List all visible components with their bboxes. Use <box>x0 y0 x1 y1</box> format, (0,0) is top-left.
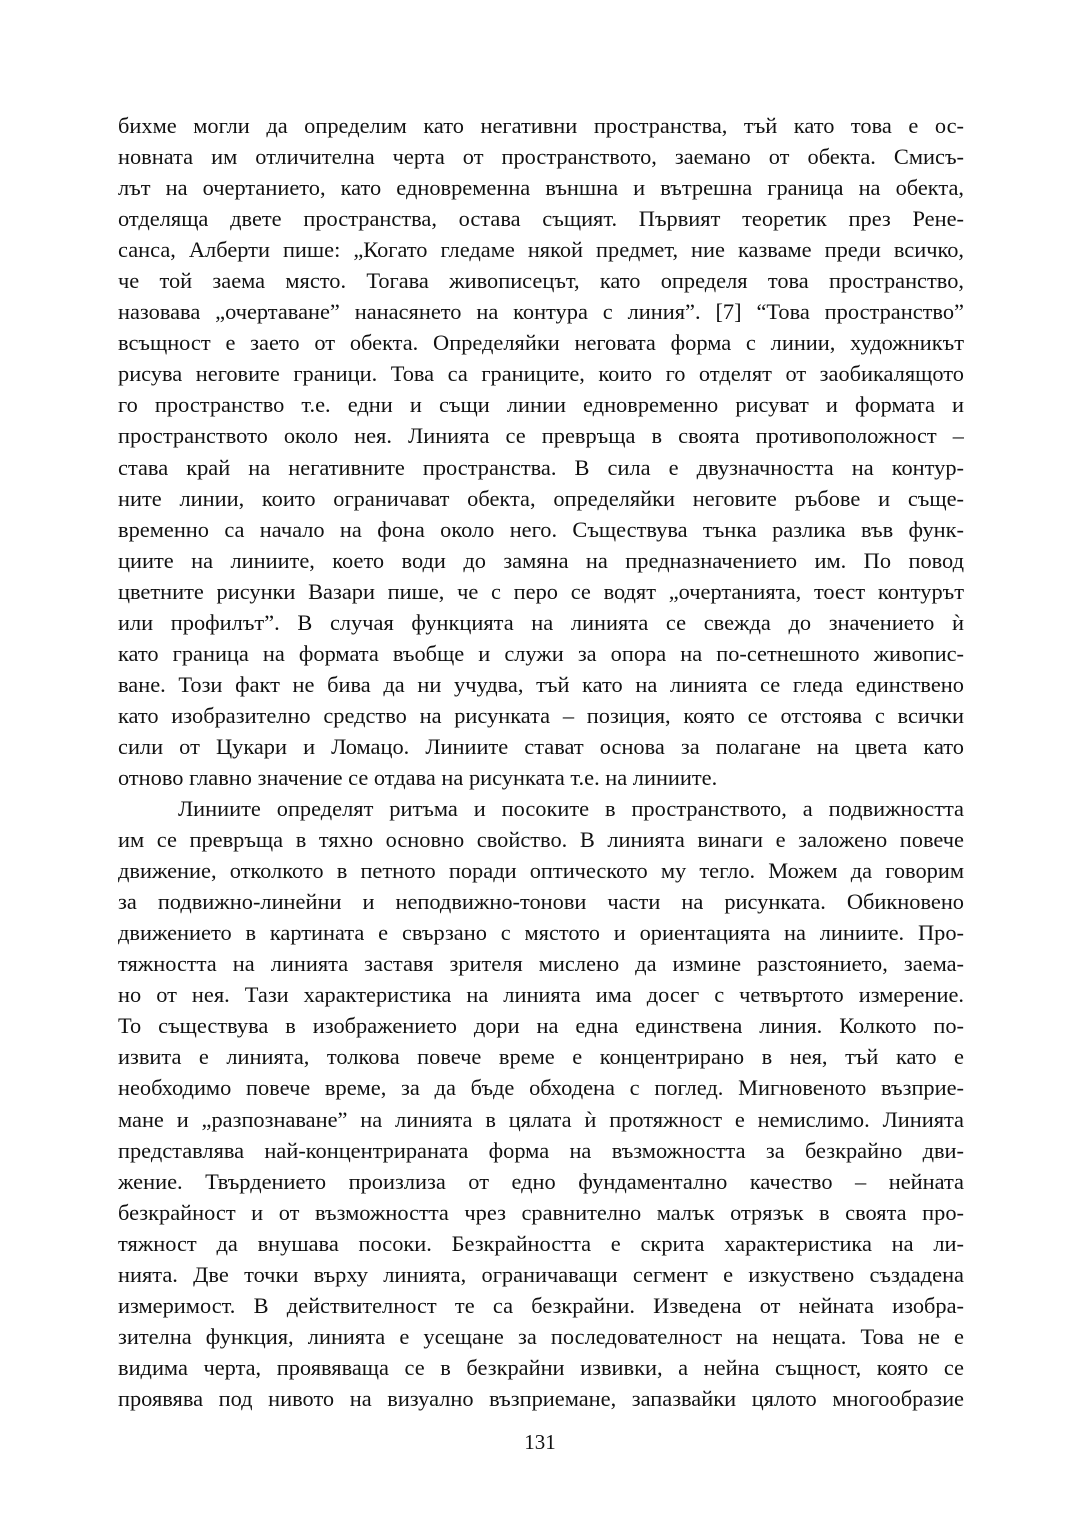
text-line: необходимо повече време, за да бъде обходена с поглед. Мигновеното възприе- <box>118 1075 964 1101</box>
text-line: мане и „разпознаване” на линията в цялата ѝ протяжност е немислимо. Линията <box>118 1106 964 1132</box>
text-line: рисува неговите граници. Това са границите, които го отделят от заобикалящото <box>118 361 964 387</box>
text-line: тяжност да внушава посоки. Безкрайността е скрита характеристика на ли- <box>118 1230 964 1256</box>
text-line: го пространство т.е. едни и същи линии едновременно рисуват и формата и <box>118 392 964 418</box>
text-line: отделяща двете пространства, остава същият. Първият теоретик през Ренe- <box>118 206 964 232</box>
text-line: всъщност е заето от обекта. Определяйки неговата форма с линии, художникът <box>118 330 964 356</box>
text-line: за подвижно-линейни и неподвижно-тонови части на рисунката. Обикновено <box>118 889 964 915</box>
text-line: циите на линиите, което води до замяна на предназначението им. По повод <box>118 547 964 573</box>
text-line: цветните рисунки Вазари пише, че с перо се водят „очертанията, тоест контурът <box>118 578 964 604</box>
text-line: но от нея. Тази характеристика на линията има досег с четвъртото измерение. <box>118 982 964 1008</box>
text-line: че той заема място. Тогава живописецът, като определя това пространство, <box>118 268 964 294</box>
text-line: измеримост. В действителност те са безкрайни. Изведена от нейната изобра- <box>118 1292 964 1318</box>
text-line: бихме могли да определим като негативни пространства, тъй като това е ос- <box>118 113 964 138</box>
text-line: То съществува в изображението дори на една единствена линия. Колкото по- <box>118 1013 964 1039</box>
text-line: движението в картината е свързано с мястото и ориентацията на линиите. Про- <box>118 920 964 946</box>
text-line: представлява най-концентрираната форма на възможността за безкрайно дви- <box>118 1137 964 1163</box>
text-line: Линиите определят ритъма и посоките в пространството, а подвижността <box>178 796 964 822</box>
paragraph-1 <box>118 110 964 793</box>
text-line: тяжността на линията заставя зрителя мислено да измине разстоянието, заема- <box>118 951 964 977</box>
text-line: новната им отличителна черта от пространството, заемано от обекта. Смисъ- <box>118 144 964 170</box>
text-line: извита е линията, толкова повече време е концентрирано в нея, тъй като е <box>118 1044 964 1070</box>
text-line: като граница на формата въобще и служи за опора на по-сетнешното живопис- <box>118 640 964 666</box>
text-line: движение, отколкото в петното поради оптическото му тегло. Можем да говорим <box>118 858 964 884</box>
text-line: или профилът”. В случая функцията на линията се свежда до значението ѝ <box>118 609 964 635</box>
text-line: жение. Твърдението произлиза от едно фундаментално качество – нейната <box>118 1168 964 1194</box>
text-line: нията. Две точки върху линията, ограничаващи сегмент е изкуствено създадена <box>118 1261 964 1287</box>
text-line: санса, Алберти пише: „Когато гледаме някой предмет, ние казваме преди всичко, <box>118 237 964 263</box>
text-line: временно са начало на фона около него. Съществува тънка разлика във функ- <box>118 516 964 542</box>
page-number: 131 <box>524 1430 556 1454</box>
text-line: ните линии, които ограничават обекта, определяйки неговите ръбове и съще- <box>118 485 964 511</box>
paragraph-2 <box>118 793 964 1414</box>
body-text <box>118 110 964 1414</box>
text-line: става край на негативните пространства. В сила е двузначността на контур- <box>118 454 964 480</box>
text-line: видима черта, проявяваща се в безкрайни извивки, а нейна същност, която се <box>118 1354 964 1380</box>
text-line: назовава „очертаване” нанасянето на контура с линия”. [7] “Това пространство” <box>118 299 964 325</box>
text-line: лът на очертанието, като едновременна външна и вътрешна граница на обекта, <box>118 175 964 201</box>
text-line: като изобразително средство на рисунката – позиция, която се отстоява с всички <box>118 702 964 728</box>
text-line: безкрайност и от възможността чрез сравнително малък отрязък в своята про- <box>118 1199 964 1225</box>
text-line: проявява под нивото на визуално възприемане, запазвайки цялото многообразие <box>118 1385 964 1411</box>
text-line: сили от Цукари и Ломацо. Линиите стават основа за полагане на цвета като <box>118 733 964 759</box>
text-line: зителна функция, линията е усещане за последователност на нещата. Това не е <box>118 1323 964 1349</box>
text-line: отново главно значение се отдава на рисунката т.е. на линиите. <box>118 764 718 790</box>
text-line: пространството около нея. Линията се превръща в своята противоположност – <box>118 423 964 449</box>
text-line: им се превръща в тяхно основно свойство. В линията винаги е заложено повече <box>118 827 964 853</box>
text-line: ване. Този факт не бива да ни учудва, тъй като на линията се гледа единствено <box>118 671 964 697</box>
